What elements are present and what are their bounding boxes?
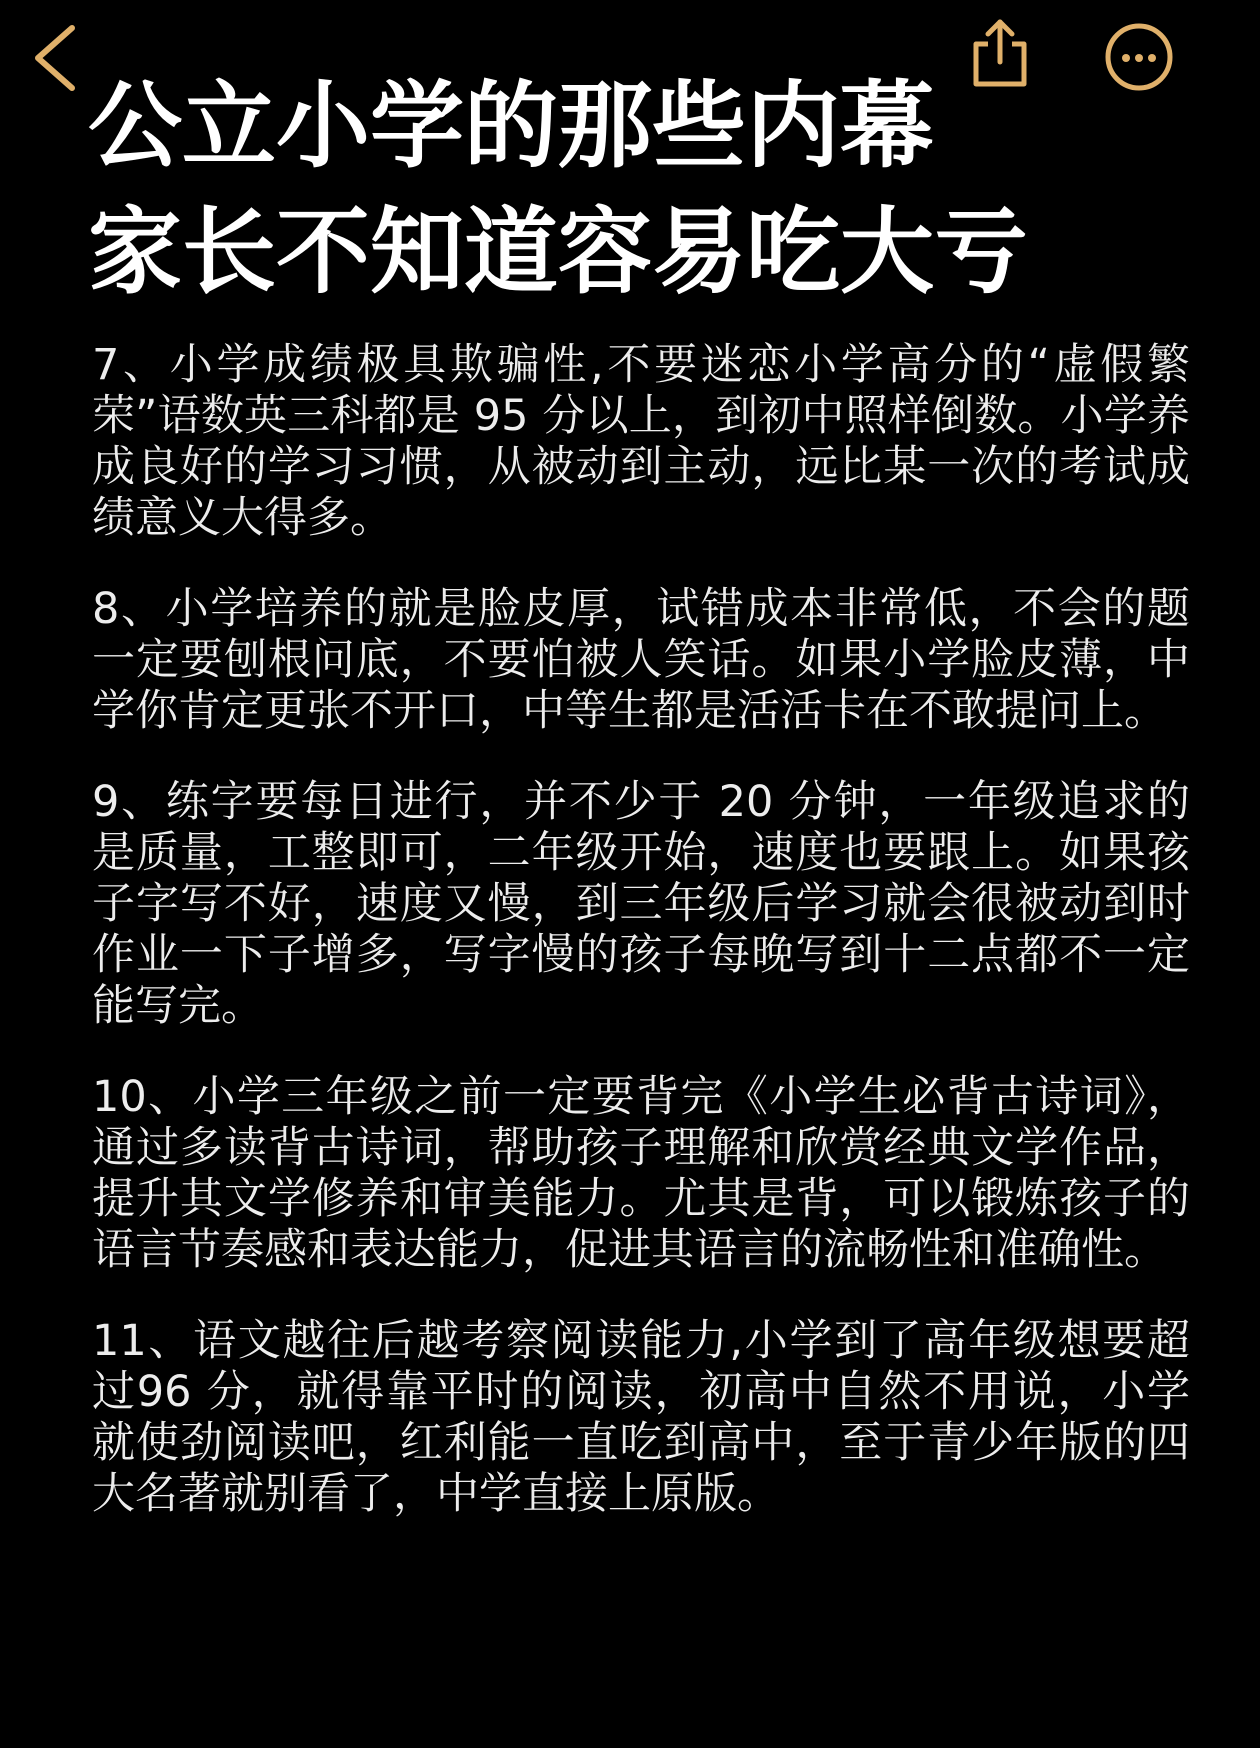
paragraph-11: 11、语文越往后越考察阅读能力,小学到了高年级想要超过96 分，就得靠平时的阅读，初高中自然不用说，小学就使劲阅读吧，红利能一直吃到高中，至于青少年版的四大名著就别看了，中学直接上原版。: [92, 1316, 1190, 1519]
page-title: [88, 64, 1188, 316]
paragraph-10: 10、小学三年级之前一定要背完《小学生必背古诗词》，通过多读背古诗词，帮助孩子理解和欣赏经典文学作品，提升其文学修养和审美能力。尤其是背，可以锻炼孩子的语言节奏感和表达能力，促进其语言的流畅性和准确性。: [92, 1072, 1190, 1275]
title-line-2: 家长不知道容易吃大亏: [88, 198, 1029, 307]
title-line-1: 公立小学的那些内幕: [88, 72, 935, 181]
paragraph-9: 9、练字要每日进行，并不少于 20 分钟，一年级追求的是质量，工整即可，二年级开始，速度也要跟上。如果孩子字写不好，速度又慢，到三年级后学习就会很被动到时作业一下子增多，写字慢的孩子每晚写到十二点都不一定能写完。: [92, 777, 1190, 1031]
article-body: [92, 340, 1190, 1520]
paragraph-8: 8、小学培养的就是脸皮厚，试错成本非常低，不会的题一定要刨根问底，不要怕被人笑话。如果小学脸皮薄，中学你肯定更张不开口，中等生都是活活卡在不敢提问上。: [92, 584, 1190, 736]
paragraph-7: 7、小学成绩极具欺骗性,不要迷恋小学高分的“虚假繁荣”语数英三科都是 95 分以上，到初中照样倒数。小学养成良好的学习习惯，从被动到主动，远比某一次的考试成绩意义大得多。: [92, 340, 1190, 543]
chevron-left-icon[interactable]: [28, 22, 84, 94]
